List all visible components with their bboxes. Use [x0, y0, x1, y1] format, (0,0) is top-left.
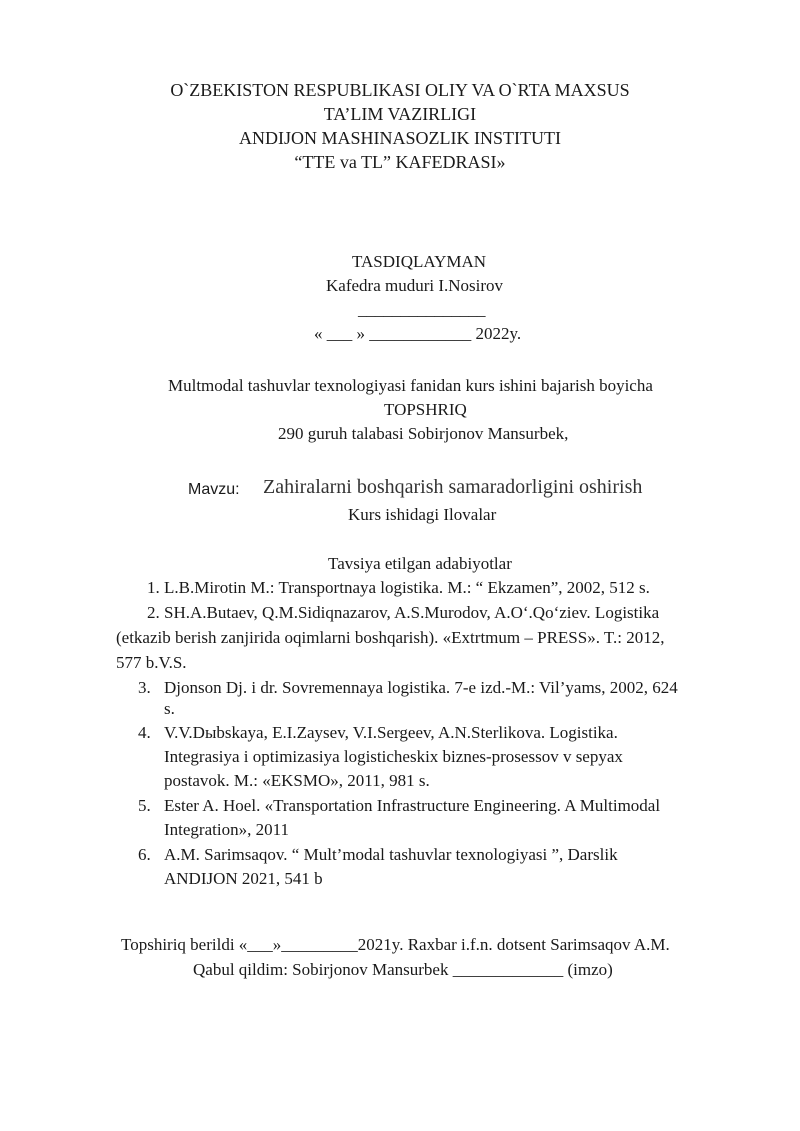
reference-3-number: 3.	[138, 678, 151, 697]
reference-4-line-2: Integrasiya i optimizasiya logisticheskix biznes-prosessov v sepyax	[164, 747, 623, 766]
assignment-given-line: Topshiriq berildi «___»_________2021y. Raxbar i.f.n. dotsent Sarimsaqov A.M.	[121, 935, 670, 954]
reference-2-line-3: 577 b.V.S.	[116, 653, 187, 672]
reference-4-line-3: postavok. M.: «EKSMO», 2011, 981 s.	[164, 771, 430, 790]
reference-5-number: 5.	[138, 796, 151, 815]
references-title: Tavsiya etilgan adabiyotlar	[328, 554, 512, 573]
appendix-line: Kurs ishidagi Ilovalar	[348, 505, 497, 524]
reference-6-number: 6.	[138, 845, 151, 864]
reference-4-line-1: V.V.Dыbskaya, E.I.Zaysev, V.I.Sergeev, A.N.Sterlikova. Logistika.	[164, 723, 618, 742]
assignment-intro: Multmodal tashuvlar texnologiyasi fanidan kurs ishini bajarish boyicha	[168, 376, 653, 395]
institute-name: ANDIJON MASHINASOZLIK INSTITUTI	[239, 128, 561, 148]
student-line: 290 guruh talabasi Sobirjonov Mansurbek,	[278, 424, 569, 443]
reference-4-number: 4.	[138, 723, 151, 742]
topic-label: Mavzu:	[188, 481, 240, 498]
reference-2-line-2: (etkazib berish zanjirida oqimlarni boshqarish). «Extrtmum – PRESS». T.: 2012,	[116, 628, 665, 647]
signature-line: _______________	[358, 300, 486, 319]
approval-date-line: « ___ » ____________ 2022y.	[314, 324, 522, 343]
reference-6-line-2: ANDIJON 2021, 541 b	[164, 869, 323, 888]
ministry-line-2: TA’LIM VAZIRLIGI	[323, 104, 477, 124]
department-name: “TTE va TL” KAFEDRASI»	[294, 152, 506, 172]
reference-5-line-1: Ester A. Hoel. «Transportation Infrastructure Engineering. A Multimodal	[164, 796, 661, 815]
approval-title: TASDIQLAYMAN	[352, 252, 487, 271]
reference-6-line-1: A.M. Sarimsaqov. “ Mult’modal tashuvlar texnologiyasi ”, Darslik	[164, 845, 618, 864]
topic-value: Zahiralarni boshqarish samaradorligini oshirish	[263, 476, 643, 498]
reference-3-line-2: s.	[164, 699, 175, 718]
assignment-accepted-line: Qabul qildim: Sobirjonov Mansurbek _____________ (imzo)	[193, 960, 613, 979]
assignment-title: TOPSHRIQ	[384, 400, 467, 419]
department-head: Kafedra muduri I.Nosirov	[326, 276, 504, 295]
ministry-line-1: O`ZBEKISTON RESPUBLIKASI OLIY VA O`RTA MAXSUS	[170, 80, 630, 100]
reference-1: 1. L.B.Mirotin M.: Transportnaya logistika. M.: “ Ekzamen”, 2002, 512 s.	[147, 578, 650, 597]
reference-5-line-2: Integration», 2011	[164, 820, 289, 839]
reference-2-line-1: 2. SH.A.Butaev, Q.M.Sidiqnazarov, A.S.Murodov, A.O‘.Qo‘ziev. Logistika	[147, 603, 660, 622]
reference-3-line-1: Djonson Dj. i dr. Sovremennaya logistika. 7-e izd.-M.: Vil’yams, 2002, 624	[164, 678, 678, 697]
